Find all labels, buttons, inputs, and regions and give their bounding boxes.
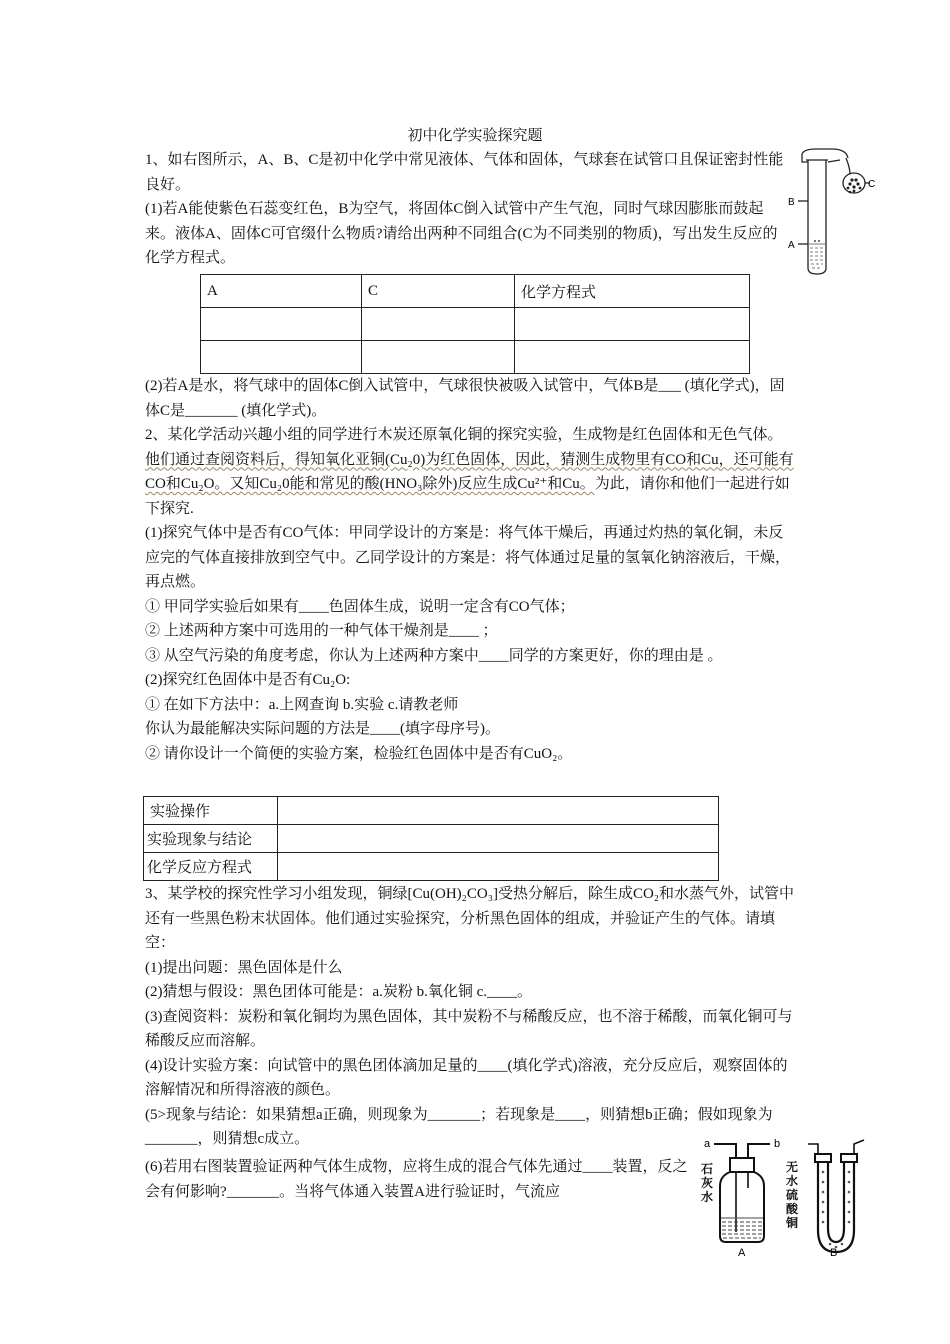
answer-cell[interactable] (362, 308, 515, 341)
table-row (201, 275, 750, 308)
question-1 (145, 148, 785, 271)
row-label-equation: 化学反应方程式 (144, 853, 278, 881)
table-row (144, 853, 719, 881)
q2-part2: (2)探究红色固体中是否有Cu₂O: (145, 672, 351, 688)
row-label-phenomenon: 实验现象与结论 (144, 825, 278, 853)
q2-item4: ① 在如下方法中：a.上网查询 b.实验 c.请教老师 (145, 696, 459, 713)
header-a: A (201, 275, 362, 308)
row-label-operation: 实验操作 (144, 797, 278, 825)
q1-answer-table (200, 274, 750, 374)
limewater-label: 石灰水 (701, 1162, 714, 1204)
q3-step4: (4)设计实验方案：向试管中的黑色团体滴加足量的____(填化学式)溶液，充分反应后，观察固体的溶解情况和所得溶液的颜色。 (145, 1057, 788, 1098)
question-3-part6 (145, 1155, 690, 1204)
answer-cell[interactable] (201, 341, 362, 374)
header-c: C (362, 275, 515, 308)
answer-cell[interactable] (515, 341, 750, 374)
apparatus-figure (700, 1132, 870, 1258)
q2-experiment-table (143, 796, 719, 881)
q2-intro-c: 为此，请你和他们一起进行如下探究. (145, 476, 790, 517)
q2-item2: ② 上述两种方案中可选用的一种气体干燥剂是____ ； (145, 623, 498, 639)
table-row (144, 797, 719, 825)
table-row (144, 825, 719, 853)
answer-cell[interactable] (515, 308, 750, 341)
q1-part2: (2)若A是水，将气球中的固体C倒入试管中，气球很快被吸入试管中，气体B是___ (填化学式)，固体C是_______ (填化学式)。 (145, 378, 785, 419)
table-row (201, 341, 750, 374)
copper-sulfate-label: 无水硫酸铜 (786, 1160, 799, 1230)
test-tube-balloon-figure (784, 146, 874, 276)
inlet-a-label: a (704, 1138, 711, 1150)
answer-cell[interactable] (278, 825, 719, 853)
answer-cell[interactable] (362, 341, 515, 374)
q3-step6: (6)若用右图装置验证两种气体生成物，应将生成的混合气体先通过____装置，反之会有何影响?_______。当将气体通入装置A进行验证时，气流应 (145, 1159, 688, 1200)
q3-step5: (5>现象与结论：如果猜想a正确，则现象为_______；若现象是____，则猜想b正确；假如现象为_______，则猜想c成立。 (145, 1106, 773, 1147)
inlet-b-label: b (774, 1138, 781, 1150)
label-a: A (788, 240, 795, 251)
question-1-part2-and-2 (145, 374, 795, 766)
q3-step1: (1)提出问题：黑色固体是什么 (145, 959, 343, 976)
label-c: C (868, 179, 876, 190)
q2-intro-a: 2、某化学活动兴趣小组的同学进行木炭还原氧化铜的探究实验，生成物是红色固体和无色气体。 (145, 427, 783, 443)
q1-part1: (1)若A能使紫色石蕊变红色，B为空气，将固体C倒入试管中产生气泡，同时气球因膨胀而鼓起来。液体A、固体C可官缀什么物质?请给出两种不同组合(C为不同类别的物质)，写出发生反应的化学方程式。 (145, 201, 778, 266)
q2-item5: ② 请你设计一个简便的实验方案，检验红色固体中是否有CuO₂。 (145, 745, 573, 762)
bottle-a-label: A (738, 1247, 746, 1259)
q2-intro-b: 他们通过查阅资料后，得知氧化亚铜(Cu₂0)为红色固体，因此，猜测生成物里有CO和Cu，还可能有CO和Cu₂O。又知Cu₂0能和常见的酸(HNO₃除外)反应生成Cu²⁺和Cu。 (145, 451, 794, 492)
q2-intro (145, 423, 795, 521)
q3-step3: (3)查阅资料：炭粉和氧化铜均为黑色固体，其中炭粉不与稀酸反应，也不溶于稀酸，而氧化铜可与稀酸反应而溶解。 (145, 1008, 793, 1049)
page-title: 初中化学实验探究题 (407, 128, 543, 144)
label-b: B (788, 197, 795, 208)
answer-cell[interactable] (278, 853, 719, 881)
q2-part1: (1)探究气体中是否有CO气体：甲同学设计的方案是：将气体干燥后，再通过灼热的氧化铜，未反应完的气体直接排放到空气中。乙同学设计的方案是：将气体通过足量的氢氧化钠溶液后，干燥，再点燃。 (145, 525, 791, 590)
header-equation: 化学方程式 (515, 275, 750, 308)
answer-cell[interactable] (278, 797, 719, 825)
table-row (201, 308, 750, 341)
answer-cell[interactable] (201, 308, 362, 341)
q3-step2: (2)猜想与假设：黑色团体可能是：a.炭粉 b.氧化铜 c.____。 (145, 984, 533, 1000)
q1-intro: 1、如右图所示，A、B、C是初中化学中常见液体、气体和固体，气球套在试管口且保证密封性能良好。 (145, 152, 784, 193)
u-tube-b-label: B (830, 1247, 838, 1259)
q2-item4b: 你认为最能解决实际问题的方法是____(填字母序号)。 (145, 721, 500, 737)
question-3 (145, 882, 795, 1152)
q3-intro: 3、某学校的探究性学习小组发现，铜绿[Cu(OH)₂CO₃]受热分解后，除生成CO₂和水蒸气外，试管中还有一些黑色粉末状固体。他们通过实验探究，分析黑色固体的组成，并验证产生的气体。请填空： (145, 886, 795, 951)
q2-item3: ③ 从空气污染的角度考虑，你认为上述两种方案中____同学的方案更好，你的理由是 。 (145, 647, 723, 664)
q2-item1: ① 甲同学实验后如果有____色固体生成，说明一定含有CO气体； (145, 598, 575, 615)
